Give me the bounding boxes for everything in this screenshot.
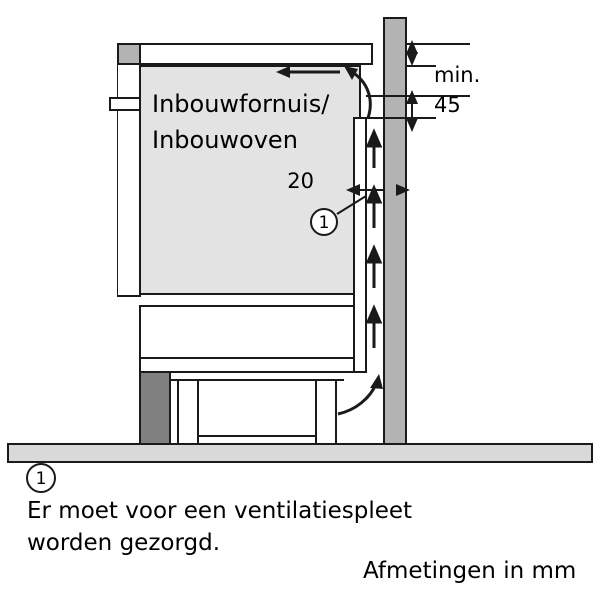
airflow-arrows	[368, 132, 380, 348]
plinth-dark-block	[140, 372, 170, 444]
dimension-45-label: 45	[434, 93, 461, 117]
worktop-left-cap	[118, 44, 140, 64]
oven-handle	[110, 98, 140, 110]
worktop-slab	[140, 44, 372, 64]
callout-1-diagram-label: 1	[318, 213, 330, 233]
niche-back-panel	[354, 118, 366, 372]
leg-left	[178, 380, 198, 444]
dimension-20-label: 20	[287, 169, 314, 193]
air-intake-arrow	[338, 374, 383, 414]
legend-marker-label: 1	[35, 469, 47, 489]
wall-vertical	[384, 18, 406, 444]
legend-note-line1: Er moet voor een ventilatiespleet	[27, 498, 413, 524]
leg-right	[316, 380, 336, 444]
legend-marker	[27, 464, 55, 492]
legend-note-line2: worden gezorgd.	[27, 530, 221, 556]
units-note: Afmetingen in mm	[363, 558, 577, 584]
lower-drawer	[140, 306, 360, 358]
appliance-label-line1: Inbouwfornuis/	[152, 90, 330, 118]
plinth-outline	[140, 358, 360, 372]
appliance-label-line2: Inbouwoven	[152, 126, 298, 154]
floor-band	[8, 444, 592, 462]
dimension-min-label: min.	[434, 63, 481, 87]
